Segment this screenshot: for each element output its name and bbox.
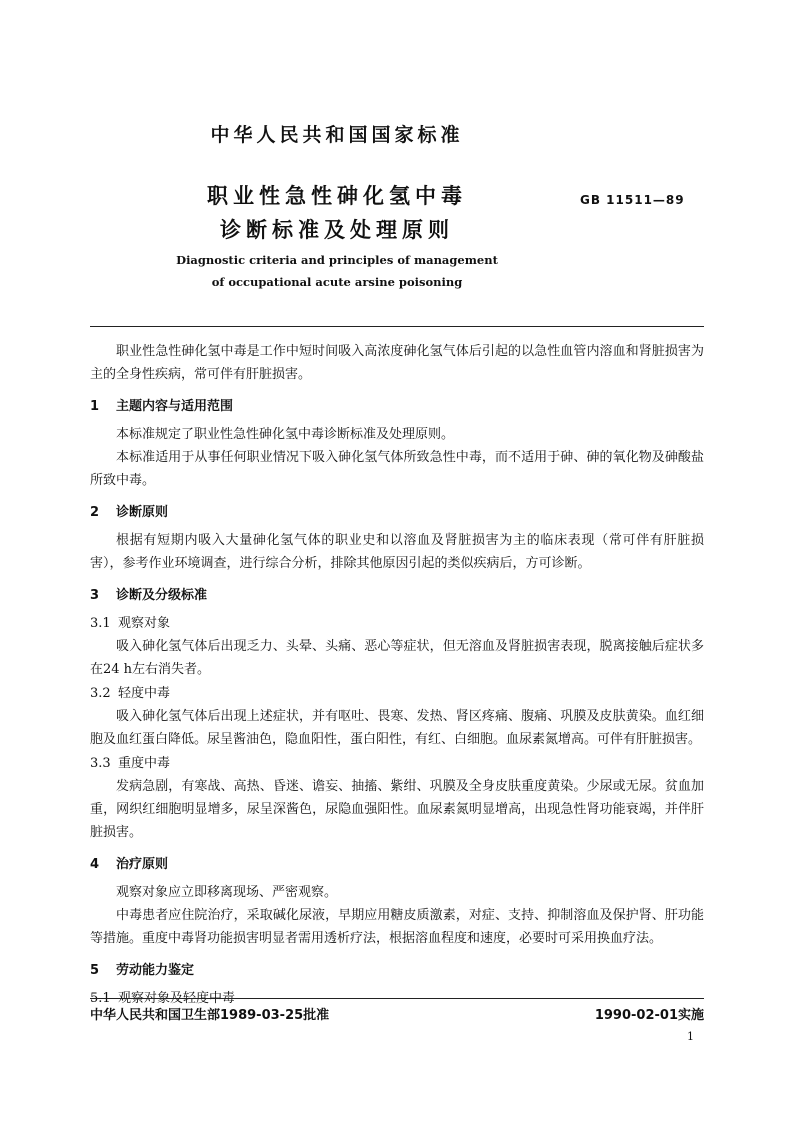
intro-paragraph: 职业性急性砷化氢中毒是工作中短时间吸入高浓度砷化氢气体后引起的以急性血管内溶血和肾脏损害为主的全身性疾病，常可伴有肝脏损害。 bbox=[90, 344, 704, 382]
subsection-3-3-heading bbox=[90, 752, 704, 775]
subsection-title: 轻度中毒 bbox=[118, 686, 171, 701]
section-3-heading bbox=[90, 584, 704, 607]
subsection-title: 观察对象及轻度中毒 bbox=[118, 991, 236, 1006]
section-4-heading bbox=[90, 853, 704, 876]
effective-date: 1990-02-01实施 bbox=[594, 1008, 704, 1023]
section-4-paragraph-2: 中毒患者应住院治疗，采取碱化尿液，早期应用糖皮质激素，对症、支持、抑制溶血及保护肾、肝功能等措施。重度中毒肾功能损害明显者需用透析疗法，根据溶血程度和速度，必要时可采用换血疗法。 bbox=[90, 908, 704, 946]
section-1-paragraph-2: 本标准适用于从事任何职业情况下吸入砷化氢气体所致急性中毒，而不适用于砷、砷的氧化物及砷酸盐所致中毒。 bbox=[90, 450, 704, 488]
document-body bbox=[90, 340, 704, 1010]
subsection-number: 3.2 bbox=[90, 686, 111, 701]
section-1-paragraph-1: 本标准规定了职业性急性砷化氢中毒诊断标准及处理原则。 bbox=[116, 427, 455, 442]
subsection-number: 3.1 bbox=[90, 616, 111, 631]
subsection-3-2-heading bbox=[90, 682, 704, 705]
section-number: 5 bbox=[90, 963, 100, 978]
section-number: 2 bbox=[90, 505, 100, 520]
section-2-paragraph-1: 根据有短期内吸入大量砷化氢气体的职业史和以溶血及肾脏损害为主的临床表现（常可伴有肝脏损害），参考作业环境调查，进行综合分析，排除其他原因引起的类似疾病后，方可诊断。 bbox=[90, 533, 704, 571]
subsection-title: 重度中毒 bbox=[118, 756, 171, 771]
section-number: 4 bbox=[90, 857, 100, 872]
subsection-3-1-paragraph: 吸入砷化氢气体后出现乏力、头晕、头痛、恶心等症状，但无溶血及肾脏损害表现，脱离接触后症状多在24 h左右消失者。 bbox=[90, 639, 704, 677]
section-title: 诊断及分级标准 bbox=[116, 588, 208, 603]
section-title: 主题内容与适用范围 bbox=[116, 399, 234, 414]
section-4-paragraph-1: 观察对象应立即移离现场、严密观察。 bbox=[116, 885, 338, 900]
subsection-number: 3.3 bbox=[90, 756, 111, 771]
section-1-heading bbox=[90, 395, 704, 418]
national-standard-heading: 中华人民共和国国家标准 bbox=[210, 124, 464, 146]
standard-code: GB 11511—89 bbox=[580, 193, 685, 207]
subsection-3-1-heading bbox=[90, 612, 704, 635]
section-2-heading bbox=[90, 501, 704, 524]
subsection-3-2-paragraph: 吸入砷化氢气体后出现上述症状，并有呕吐、畏寒、发热、肾区疼痛、腹痛、巩膜及皮肤黄染。血红细胞及血红蛋白降低。尿呈酱油色，隐血阳性，蛋白阳性，有红、白细胞。血尿素氮增高。可伴有肝脏损害。 bbox=[90, 709, 704, 747]
section-title: 治疗原则 bbox=[116, 857, 169, 872]
english-title-line1: Diagnostic criteria and principles of management bbox=[176, 253, 498, 267]
section-title: 诊断原则 bbox=[116, 505, 169, 520]
section-number: 1 bbox=[90, 399, 100, 414]
english-title-line2: of occupational acute arsine poisoning bbox=[211, 275, 463, 289]
page-number: 1 bbox=[687, 1030, 694, 1043]
section-title: 劳动能力鉴定 bbox=[116, 963, 195, 978]
section-5-heading bbox=[90, 959, 704, 982]
subsection-number: 5.1 bbox=[90, 991, 111, 1006]
subsection-title: 观察对象 bbox=[118, 616, 171, 631]
approval-note: 中华人民共和国卫生部1989-03-25批准 bbox=[90, 1008, 330, 1023]
subsection-3-3-paragraph: 发病急剧，有寒战、高热、昏迷、谵妄、抽搐、紫绀、巩膜及全身皮肤重度黄染。少尿或无尿。贫血加重，网织红细胞明显增多，尿呈深酱色，尿隐血强阳性。血尿素氮明显增高，出现急性肾功能衰竭，并伴肝脏损害。 bbox=[90, 779, 704, 840]
document-title-line2: 诊断标准及处理原则 bbox=[220, 218, 454, 242]
document-title-line1: 职业性急性砷化氢中毒 bbox=[207, 184, 467, 208]
section-number: 3 bbox=[90, 588, 100, 603]
footer-divider bbox=[90, 998, 704, 999]
header-divider bbox=[90, 326, 704, 327]
